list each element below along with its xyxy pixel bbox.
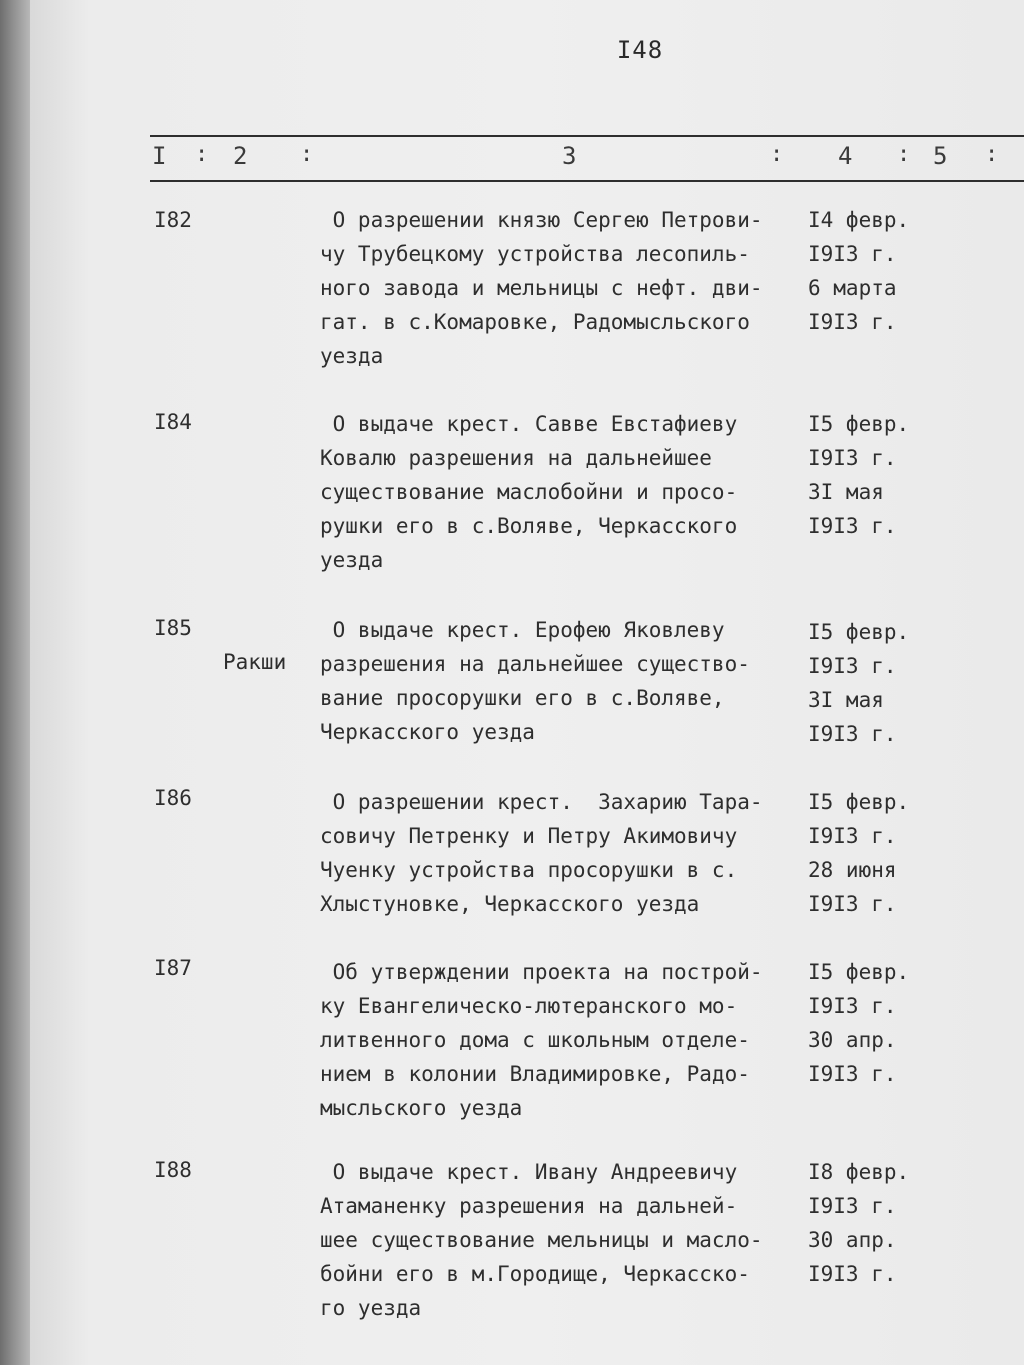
column-header-5: 5 (933, 142, 948, 170)
entry-date: I9I3 г. (808, 654, 897, 678)
entry-text-line: ку Евангелическо-лютеранского мо- (320, 994, 738, 1018)
document-page (30, 0, 1024, 1365)
column-header-2: 2 (233, 142, 248, 170)
entry-number: I87 (154, 956, 192, 980)
column-header-1: I (152, 142, 167, 170)
entry-text-line: О разрешении князю Сергею Петрови- (320, 208, 763, 232)
entry-date: I5 февр. (808, 620, 910, 644)
entry-text-line: го уезда (320, 1296, 422, 1320)
entry-text-line: О выдаче крест. Савве Евстафиеву (320, 412, 738, 436)
entry-date: I5 февр. (808, 960, 910, 984)
entry-text-line: Об утверждении проекта на построй- (320, 960, 763, 984)
entry-date: 28 июня (808, 858, 897, 882)
entry-text-line: вание просорушки его в с.Воляве, (320, 686, 725, 710)
entry-date: I9I3 г. (808, 824, 897, 848)
page-number: I48 (616, 36, 664, 64)
column-header-3: 3 (562, 142, 577, 170)
entry-text-line: совичу Петренку и Петру Акимовичу (320, 824, 738, 848)
entry-text-line: гат. в с.Комаровке, Радомысльского (320, 310, 750, 334)
entry-text-line: О выдаче крест. Ерофею Яковлеву (320, 618, 725, 642)
entry-number: I82 (154, 208, 192, 232)
entry-text-line: ного завода и мельницы с нефт. дви- (320, 276, 763, 300)
entry-text-line: бойни его в м.Городище, Черкасско- (320, 1262, 750, 1286)
entry-date: I9I3 г. (808, 514, 897, 538)
header-top-rule (150, 135, 1024, 137)
column-separator: : (897, 142, 911, 167)
entry-date: I9I3 г. (808, 722, 897, 746)
entry-text-line: Чуенку устройства просорушки в с. (320, 858, 738, 882)
entry-text-line: Хлыстуновке, Черкасского уезда (320, 892, 700, 916)
entry-text-line: разрешения на дальнейшее существо- (320, 652, 750, 676)
column-separator: : (985, 142, 999, 167)
entry-text-line: Черкасского уезда (320, 720, 535, 744)
entry-date: I9I3 г. (808, 310, 897, 334)
entry-text-line: мысльского уезда (320, 1096, 523, 1120)
entry-number: I88 (154, 1158, 192, 1182)
entry-text-line: нием в колонии Владимировке, Радо- (320, 1062, 750, 1086)
entry-text-line: существование маслобойни и просо- (320, 480, 738, 504)
entry-date: 30 апр. (808, 1028, 897, 1052)
entry-text-line: шее существование мельницы и масло- (320, 1228, 763, 1252)
entry-note: Ракши (223, 650, 287, 674)
entry-number: I86 (154, 786, 192, 810)
entry-date: I9I3 г. (808, 994, 897, 1018)
entry-text-line: Атаманенку разрешения на дальней- (320, 1194, 738, 1218)
entry-text-line: рушки его в с.Воляве, Черкасского (320, 514, 738, 538)
entry-date: I4 февр. (808, 208, 910, 232)
entry-text-line: Ковалю разрешения на дальнейшее (320, 446, 712, 470)
entry-date: 30 апр. (808, 1228, 897, 1252)
entry-text-line: литвенного дома с школьным отделе- (320, 1028, 750, 1052)
entry-text-line: уезда (320, 344, 384, 368)
entry-text-line: О выдаче крест. Ивану Андреевичу (320, 1160, 738, 1184)
entry-number: I85 (154, 616, 192, 640)
book-binding-edge (0, 0, 30, 1365)
entry-date: I9I3 г. (808, 242, 897, 266)
entry-date: I9I3 г. (808, 1194, 897, 1218)
entry-date: 3I мая (808, 480, 884, 504)
entry-date: I9I3 г. (808, 1062, 897, 1086)
column-separator: : (300, 142, 314, 167)
column-header-4: 4 (838, 142, 853, 170)
entry-number: I84 (154, 410, 192, 434)
entry-date: I9I3 г. (808, 1262, 897, 1286)
entry-date: I9I3 г. (808, 892, 897, 916)
header-bottom-rule (150, 180, 1024, 182)
column-separator: : (770, 142, 784, 167)
entry-text-line: О разрешении крест. Захарию Тара- (320, 790, 763, 814)
entry-date: 6 марта (808, 276, 897, 300)
entry-date: I5 февр. (808, 790, 910, 814)
entry-date: I8 февр. (808, 1160, 910, 1184)
entry-date: I9I3 г. (808, 446, 897, 470)
entry-text-line: уезда (320, 548, 384, 572)
entry-date: I5 февр. (808, 412, 910, 436)
entry-date: 3I мая (808, 688, 884, 712)
column-separator: : (195, 142, 209, 167)
entry-text-line: чу Трубецкому устройства лесопиль- (320, 242, 750, 266)
